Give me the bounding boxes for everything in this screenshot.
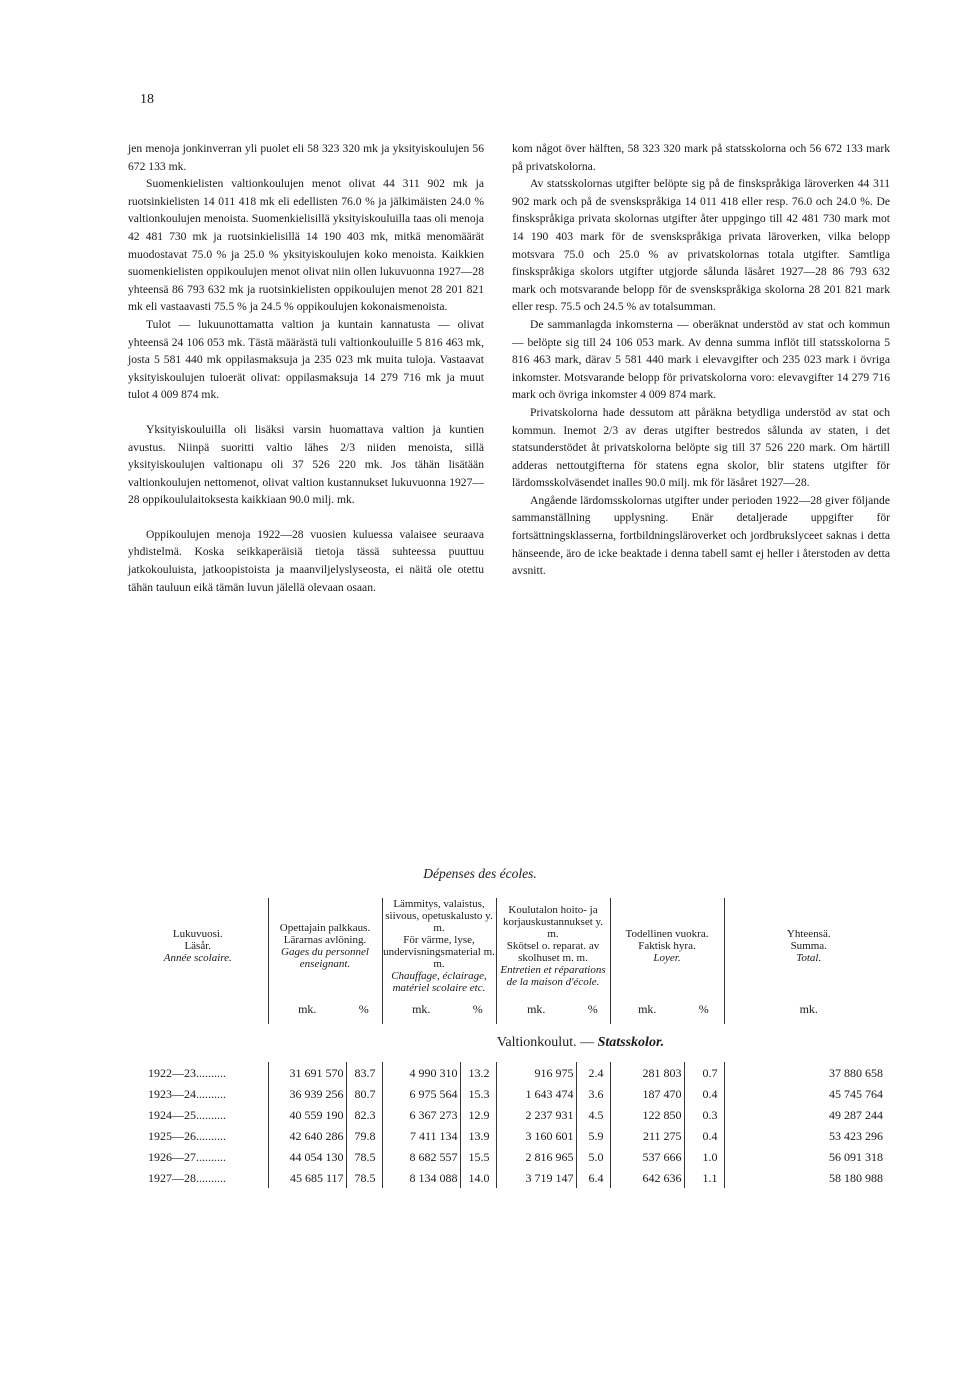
header-fi: Lämmitys, valaistus, siivous, opetuskalusto y. m. [385,898,493,934]
maintenance-cell: 2 237 931 [496,1104,576,1125]
page-number: 18 [140,92,154,107]
heating-pct-cell: 15.5 [460,1146,496,1167]
maintenance-pct-cell: 2.4 [576,1062,610,1083]
salaries-pct-cell: 82.3 [346,1104,382,1125]
rent-cell: 642 636 [610,1167,684,1188]
table-row [128,1146,893,1167]
section-heading-row [128,1024,893,1062]
header-sv: Läsår. [184,940,212,952]
maintenance-cell: 1 643 474 [496,1083,576,1104]
section-heading [268,1024,893,1062]
heating-pct-cell: 13.9 [460,1125,496,1146]
heating-pct-cell: 12.9 [460,1104,496,1125]
heating-cell: 8 134 088 [382,1167,460,1188]
rent-pct-cell: 0.3 [684,1104,724,1125]
header-fr: Entretien et réparations de la maison d'école. [500,964,606,988]
column-header-salaries [268,898,382,994]
rent-pct-cell: 0.7 [684,1062,724,1083]
rent-pct-cell: 1.1 [684,1167,724,1188]
salaries-cell: 42 640 286 [268,1125,346,1146]
rent-pct-cell: 0.4 [684,1125,724,1146]
header-fi: Todellinen vuokra. [625,928,709,940]
total-cell: 37 880 658 [724,1062,893,1083]
rent-cell: 281 803 [610,1062,684,1083]
maintenance-pct-cell: 5.9 [576,1125,610,1146]
paragraph: Tulot — lukuunottamatta valtion ja kuntain kannatusta — olivat yhteensä 24 106 053 mk. Tästä määrästä tuli valtionkouluille 5 816 463 mk, josta 5 581 440 mk oppilasmaksuja ja 235 023 mk muita tuloja. Vastaavat yksityiskoulujen tuloerät olivat: oppilasmaksuja 14 279 716 mk ja muut tulot 4 009 874 mk. [128,317,484,402]
paragraph: Av statsskolornas utgifter belöpte sig på de finskspråkiga läroverken 44 311 902 mark och på de svenskspråkiga 14 011 418 eller resp. 76.0 och 24.0 %. De finskspråkiga privata skolornas utgifter åter uppgingo till 42 481 730 mark mot 14 190 403 mark för de svenskspråkiga privata läroverken, vilka belopp motsvara 75.0 och 25.0 % av privatskolornas totala utgifter. Samtliga finskspråkiga skolors utgifter utgjorde sålunda läsåret 1927—28 86 793 632 mark och motsvarande belopp för de svenskspråkiga skolorna 28 201 821 mark eller resp. 75.5 och 24.5 % av totalsumman. [512,177,890,314]
unit-cell: mk. [610,994,684,1024]
year-cell: 1927—28.......... [148,1170,226,1185]
total-cell: 53 423 296 [724,1125,893,1146]
heating-cell: 7 411 134 [382,1125,460,1146]
section-heading-sv: Statsskolor. [597,1035,665,1050]
total-cell: 49 287 244 [724,1104,893,1125]
column-header-maintenance [496,898,610,994]
table-title: Dépenses des écoles. [423,866,537,881]
salaries-pct-cell: 78.5 [346,1146,382,1167]
school-expenses-table [128,898,893,1188]
header-sv: För värme, lyse, undervisningsmaterial m. m. [383,934,495,970]
year-cell: 1922—23.......... [148,1065,226,1080]
paragraph: Yksityiskouluilla oli lisäksi varsin huomattava valtion ja kuntien avustus. Niinpä suoritti valtio lähes 2/3 niiden menoista, sillä yksityiskoulujen valtionapu oli 37 526 220 mk. Jos tähän lisätään valtionkoulujen nettomenot, olivat valtion kustannukset lukuvuonna 1927—28 oppikoululaitoksesta kaikkiaan 90.0 milj. mk. [128,422,484,507]
unit-cell: % [358,1002,369,1016]
unit-cell: mk. [382,994,460,1024]
column-header-year [128,898,268,994]
year-cell: 1923—24.......... [148,1086,226,1101]
unit-row [128,994,893,1024]
table-row [128,1083,893,1104]
header-fr: Chauffage, éclairage, matériel scolaire etc. [391,970,487,994]
heating-pct-cell: 14.0 [460,1167,496,1188]
left-column-finnish [128,140,484,613]
heating-cell: 8 682 557 [382,1146,460,1167]
header-fr: Total. [796,952,822,964]
header-fi: Koulutalon hoito- ja korjauskustannukset y. m. [502,904,604,940]
header-sv: Faktisk hyra. [638,940,696,952]
salaries-cell: 36 939 256 [268,1083,346,1104]
table-row [128,1167,893,1188]
header-fi: Lukuvuosi. [172,928,223,940]
column-header-heating [382,898,496,994]
header-fi: Opettajain palkkaus. [279,922,371,934]
column-header-total [724,898,893,994]
table-row [128,1125,893,1146]
maintenance-cell: 3 719 147 [496,1167,576,1188]
rent-pct-cell: 1.0 [684,1146,724,1167]
paragraph: Angående lärdomsskolornas utgifter under perioden 1922—28 giver följande sammanställning upplysning. Enär detaljerade uppgifter för fortsättningsklasserna, fortbildningsläroverket och jordbrukslyceet saknas i detta hänseende, äro de icke beaktade i denna tabell samt ej heller i återstoden av detta avsnitt. [512,493,890,578]
paragraph: Oppikoulujen menoja 1922—28 vuosien kuluessa valaisee seuraava yhdistelmä. Koska seikkaperäisiä tietoja tässä suhteessa puuttuu jatkokouluista, jatkoopistoista ja maanviljelyslyseosta, ei näitä ole otettu tähän tauluun eikä tämän luvun jälellä olevaan osaan. [128,527,484,594]
salaries-cell: 44 054 130 [268,1146,346,1167]
column-header-rent [610,898,724,994]
maintenance-cell: 2 816 965 [496,1146,576,1167]
paragraph: De sammanlagda inkomsterna — oberäknat understöd av stat och kommun — belöpte sig till 24 106 053 mark. Av denna summa inflöt till statsskolorna 5 816 463 mark, därav 5 581 440 mark i elevavgifter och 235 023 mark i övriga inkomster. Motsvarande belopp för privatskolorna voro: elevavgifter 14 279 716 mark och övriga inkomster 4 009 874 mark. [512,317,890,402]
maintenance-cell: 916 975 [496,1062,576,1083]
paragraph: kom något över hälften, 58 323 320 mark på statsskolorna och 56 672 133 mark på privatskolorna. [512,142,890,173]
header-sv: Lärarnas avlöning. [283,934,367,946]
salaries-cell: 31 691 570 [268,1062,346,1083]
header-sv: Skötsel o. reparat. av skolhuset m. m. [506,940,600,964]
maintenance-cell: 3 160 601 [496,1125,576,1146]
heating-pct-cell: 13.2 [460,1062,496,1083]
total-cell: 58 180 988 [724,1167,893,1188]
heating-cell: 6 367 273 [382,1104,460,1125]
table-row [128,1062,893,1083]
unit-cell: % [698,1002,709,1016]
year-cell: 1926—27.......... [148,1149,226,1164]
table-row [128,1104,893,1125]
right-column-swedish [512,140,890,597]
maintenance-pct-cell: 4.5 [576,1104,610,1125]
unit-cell: mk. [496,994,576,1024]
maintenance-pct-cell: 5.0 [576,1146,610,1167]
rent-pct-cell: 0.4 [684,1083,724,1104]
heating-cell: 4 990 310 [382,1062,460,1083]
heating-pct-cell: 15.3 [460,1083,496,1104]
maintenance-pct-cell: 3.6 [576,1083,610,1104]
rent-cell: 537 666 [610,1146,684,1167]
paragraph: Privatskolorna hade dessutom att påräkna betydliga understöd av stat och kommun. Inemot 2/3 av deras utgifter bestredos sålunda av staten, i det statsunderstödet åt privatskolorna belöpte sig till 37 526 220 mark. Om härtill adderas nettoutgifterna för statens egna skolor, blir statens utgifter för lärdomsskolväsendet inalles 90.0 milj. mk för läsåret 1927—28. [512,405,890,490]
header-fr: Année scolaire. [163,952,232,964]
salaries-cell: 45 685 117 [268,1167,346,1188]
unit-cell [128,994,268,1024]
header-fr: Loyer. [653,952,681,964]
rent-cell: 187 470 [610,1083,684,1104]
header-fi: Yhteensä. [786,928,831,940]
unit-cell: % [472,1002,483,1016]
unit-cell: mk. [268,994,346,1024]
salaries-pct-cell: 78.5 [346,1167,382,1188]
total-cell: 56 091 318 [724,1146,893,1167]
maintenance-pct-cell: 6.4 [576,1167,610,1188]
salaries-pct-cell: 83.7 [346,1062,382,1083]
paragraph: jen menoja jonkinverran yli puolet eli 58 323 320 mk ja yksityiskoulujen 56 672 133 mk. [128,142,484,173]
unit-cell: mk. [724,994,893,1024]
total-cell: 45 745 764 [724,1083,893,1104]
rent-cell: 122 850 [610,1104,684,1125]
rent-cell: 211 275 [610,1125,684,1146]
paragraph: Suomenkielisten valtionkoulujen menot olivat 44 311 902 mk ja ruotsinkielisten 14 011 418 mk eli edellisten 76.0 % ja jälkimäisten 24.0 % valtionkoulujen menoista. Suomenkielisillä yksityiskouluilla taas oli menoja 42 481 730 mk ja ruotsinkielisillä 14 190 403 mk, mitkä menomäärät muodostavat 75.0 % ja 25.0 % yksityiskoulujen koko menoista. Kaikkien suomenkielisten oppikoulujen menot olivat niin ollen lukuvuonna 1927—28 yhteensä 86 793 632 mk ja ruotsinkielisten oppikoulujen menot 28 201 821 mk eli vastaavasti 75.5 % ja 24.5 % oppikoulujen kokonaismenoista. [128,177,484,314]
year-cell: 1924—25.......... [148,1107,226,1122]
year-cell: 1925—26.......... [148,1128,226,1143]
salaries-pct-cell: 79.8 [346,1125,382,1146]
heating-cell: 6 975 564 [382,1083,460,1104]
header-sv: Summa. [790,940,827,952]
salaries-pct-cell: 80.7 [346,1083,382,1104]
unit-cell: % [587,1002,598,1016]
header-fr: Gages du personnel enseignant. [281,946,369,970]
section-heading-fi: Valtionkoulut. — [496,1035,595,1050]
salaries-cell: 40 559 190 [268,1104,346,1125]
column-header-row [128,898,893,994]
